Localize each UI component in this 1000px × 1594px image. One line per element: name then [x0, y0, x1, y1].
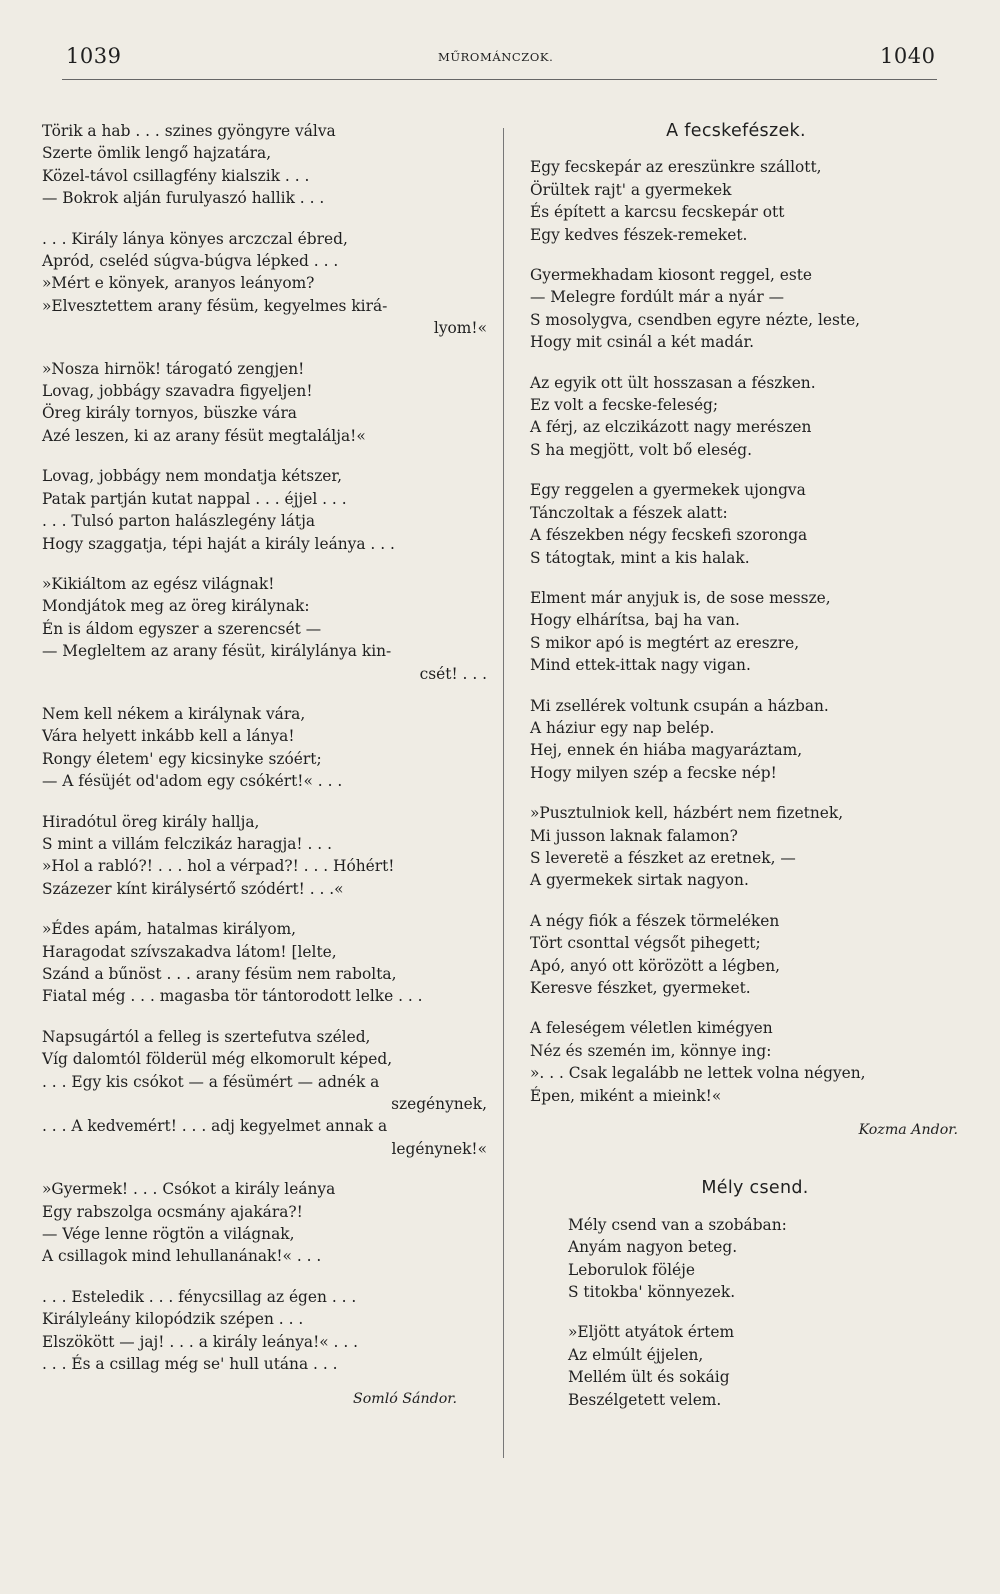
stanza: [568, 1321, 942, 1411]
stanza: [568, 1214, 942, 1304]
mely-csend-title: Mély csend.: [701, 1178, 809, 1199]
poem-line: Lovag, jobbágy szavadra figyeljen!: [42, 382, 313, 401]
poem-line: lyom!«: [433, 319, 487, 338]
header-rule: [62, 79, 937, 80]
poem-line: Egy fecskepár az ereszünkre szállott,: [530, 158, 822, 177]
poem-line: csét! . . .: [419, 664, 487, 683]
poem-line: A háziur egy nap belép.: [530, 718, 715, 737]
poem-line: Hogy szaggatja, tépi haját a király leánya . . .: [42, 534, 395, 553]
poem-line: Egy kedves fészek-remeket.: [530, 225, 748, 244]
poem-line: Haragodat szívszakadva látom! [lelte,: [42, 942, 337, 961]
poem-line: »Elvesztettem arany fésüm, kegyelmes kirá-: [42, 296, 388, 315]
poem-line: Az egyik ott ült hosszasan a fészken.: [530, 373, 816, 392]
poem-line: — Melegre fordúlt már a nyár —: [530, 288, 784, 307]
poem-line: Tört csonttal végsőt pihegett;: [530, 934, 761, 953]
stanza: [530, 802, 942, 892]
poem-line: Hogy milyen szép a fecske nép!: [530, 763, 777, 782]
poem-line: Mind ettek-ittak nagy vigan.: [530, 656, 751, 675]
poem-line: Hiradótul öreg király hallja,: [42, 812, 260, 831]
poem-line: Napsugártól a felleg is szertefutva széled,: [42, 1027, 371, 1046]
stanza: [42, 358, 487, 448]
poem-line: Szerte ömlik lengő hajzatára,: [42, 144, 272, 163]
poem-line: Beszélgetett velem.: [568, 1390, 722, 1409]
stanza: [530, 264, 942, 354]
poem-line: . . . Egy kis csókot — a fésümért — adnék a: [42, 1072, 380, 1091]
poem-line: Százezer kínt királysértő szódért! . . .«: [42, 879, 344, 898]
poem-line: És épített a karcsu fecskepár ott: [530, 203, 785, 222]
poem-line: A férj, az elczikázott nagy merészen: [530, 418, 812, 437]
stanza: [42, 1178, 487, 1268]
poem-line: Apó, anyó ott körözött a légben,: [530, 956, 781, 975]
poem-line: Elment már anyjuk is, de sose messze,: [530, 588, 831, 607]
poem-line: Hogy elhárítsa, baj ha van.: [530, 611, 740, 630]
poem-line: Nem kell nékem a királynak vára,: [42, 704, 306, 723]
stanza: [42, 1286, 487, 1376]
poem-line: A csillagok mind lehullanának!« . . .: [42, 1247, 322, 1266]
poem-line: Az elmúlt éjjelen,: [568, 1345, 704, 1364]
poem-line: Hej, ennek én hiába magyaráztam,: [530, 741, 803, 760]
poem-line: . . . És a csillag még se' hull utána . . .: [42, 1355, 338, 1374]
poem-line: S mosolygva, csendben egyre nézte, leste,: [530, 310, 861, 329]
poem-line: S tátogtak, mint a kis halak.: [530, 548, 750, 567]
stanza: [530, 695, 942, 785]
poem-line: Törik a hab . . . szines gyöngyre válva: [42, 122, 336, 140]
poem-line: Azé leszen, ki az arany fésüt megtalálja!«: [42, 426, 366, 445]
poem-line: Mi zsellérek voltunk csupán a házban.: [530, 696, 829, 715]
poem-line: Szánd a bűnöst . . . arany fésüm nem rabolta,: [42, 965, 397, 983]
poem-line: Víg dalomtól földerül még elkomorult képed,: [42, 1050, 393, 1069]
left-column: [42, 120, 487, 1410]
poem-line: Leborulok föléje: [568, 1260, 695, 1279]
poem-line: Egy reggelen a gyermekek ujongva: [530, 481, 806, 500]
poem-line: Rongy életem' egy kicsinyke szóért;: [42, 749, 322, 768]
stanza: [42, 703, 487, 793]
poem-line: ». . . Csak legalább ne lettek volna négyen,: [530, 1064, 866, 1083]
poem-line: A feleségem véletlen kimégyen: [530, 1019, 773, 1038]
stanza: [42, 465, 487, 555]
poem-line: »Pusztulniok kell, házbért nem fizetnek,: [530, 804, 844, 823]
poem-line: »Hol a rabló?! . . . hol a vérpad?! . . . Hóhért!: [42, 857, 395, 876]
poem-line: Elszökött — jaj! . . . a király leánya!« . . .: [42, 1332, 359, 1351]
poem-line: S titokba' könnyezek.: [568, 1283, 736, 1302]
stanza: [42, 811, 487, 901]
stanza: [42, 918, 487, 1008]
poem-line: A gyermekek sirtak nagyon.: [530, 871, 749, 890]
poem-line: — Megleltem az arany fésüt, királylánya kin-: [42, 642, 392, 661]
poem-line: Patak partján kutat nappal . . . éjjel . . .: [42, 489, 347, 508]
poem-line: . . . Esteledik . . . fénycsillag az égen . . .: [42, 1287, 357, 1306]
poem-line: Öreg király tornyos, büszke vára: [42, 404, 297, 423]
stanza: [42, 1026, 487, 1160]
poem-line: »Mért e könyek, aranyos leányom?: [42, 274, 315, 293]
poem-line: . . . A kedvemért! . . . adj kegyelmet annak a: [42, 1117, 388, 1136]
poem-line: Gyermekhadam kiosont reggel, este: [530, 266, 813, 285]
poem-line: S leveretё a fészket az eretnek, —: [530, 848, 796, 867]
poem-line: . . . Tulsó parton halászlegény látja: [42, 512, 316, 531]
poem-line: Néz és szemén im, könnye ing:: [530, 1041, 772, 1060]
left-poem-author: Somló Sándor.: [353, 1390, 457, 1407]
poem-line: Lovag, jobbágy nem mondatja kétszer,: [42, 467, 342, 486]
poem-line: »Gyermek! . . . Csókot a király leánya: [42, 1180, 336, 1199]
mely-csend-poem: [530, 1177, 942, 1411]
stanza: [42, 228, 487, 340]
poem-line: A fészekben négy fecskefi szoronga: [530, 526, 808, 545]
poem-line: Közel-távol csillagfény kialszik . . .: [42, 166, 310, 185]
left-page-number: 1039: [66, 44, 122, 68]
poem-line: S ha megjött, volt bő eleség.: [530, 440, 753, 459]
right-page-number: 1040: [880, 44, 936, 68]
fecskefeszek-poem-title: A fecskefészek.: [666, 121, 806, 141]
poem-line: Vára helyett inkább kell a lánya!: [42, 727, 295, 746]
poem-line: Hogy mit csinál a két madár.: [530, 333, 754, 352]
fecskefeszek-poem-author: Kozma Andor.: [858, 1122, 958, 1139]
poem-line: »Édes apám, hatalmas királyom,: [42, 920, 297, 939]
poem-line: »Kikiáltom az egész világnak!: [42, 574, 275, 593]
stanza: [530, 156, 942, 246]
running-head: MŰROMÁNCZOK.: [438, 50, 554, 64]
poem-line: Ez volt a fecske-feleség;: [530, 396, 719, 415]
stanza: [530, 1017, 942, 1107]
poem-line: Örültek rajt' a gyermekek: [530, 180, 732, 199]
stanza: [530, 587, 942, 677]
poem-line: Mondjátok meg az öreg királynak:: [42, 597, 310, 616]
poem-line: Anyám nagyon beteg.: [568, 1238, 738, 1257]
poem-line: — Bokrok alján furulyaszó hallik . . .: [42, 189, 325, 208]
poem-line: Fiatal még . . . magasba tör tántorodott lelke . . .: [42, 987, 423, 1006]
poem-line: — A fésüjét od'adom egy csókért!« . . .: [42, 772, 343, 791]
right-column: [530, 120, 958, 1429]
stanza: [42, 120, 487, 210]
poem-line: Apród, cseléd súgva-búgva lépked . . .: [42, 252, 339, 271]
stanza: [530, 479, 942, 569]
poem-line: legénynek!«: [391, 1139, 487, 1158]
poem-line: Mi jusson laknak falamon?: [530, 826, 738, 845]
poem-line: szegénynek,: [391, 1095, 487, 1114]
stanza: [42, 573, 487, 685]
poem-line: Mellém ült és sokáig: [568, 1368, 730, 1387]
poem-line: »Nosza hirnök! tárogató zengjen!: [42, 359, 305, 378]
poem-line: »Eljött atyátok értem: [568, 1323, 735, 1342]
poem-line: . . . Király lánya könyes arczczal ébred,: [42, 229, 348, 248]
poem-line: — Vége lenne rögtön a világnak,: [42, 1225, 295, 1244]
poem-line: Egy rabszolga ocsmány ajakára?!: [42, 1202, 303, 1221]
poem-line: Épen, miként a mieink!«: [530, 1086, 722, 1105]
poem-line: Királyleány kilopódzik szépen . . .: [42, 1310, 304, 1329]
poem-line: S mint a villám felczikáz haragja! . . .: [42, 834, 332, 853]
poem-line: Keresve fészket, gyermeket.: [530, 979, 751, 997]
stanza: [530, 372, 942, 462]
column-divider: [503, 128, 504, 1458]
stanza: [530, 910, 942, 1000]
poem-line: Mély csend van a szobában:: [568, 1215, 787, 1234]
poem-line: A négy fiók a fészek törmeléken: [530, 911, 780, 930]
poem-line: Én is áldom egyszer a szerencsét —: [42, 619, 322, 638]
poem-line: Tánczoltak a fészek alatt:: [530, 503, 728, 522]
poem-line: S mikor apó is megtért az ereszre,: [530, 633, 800, 652]
